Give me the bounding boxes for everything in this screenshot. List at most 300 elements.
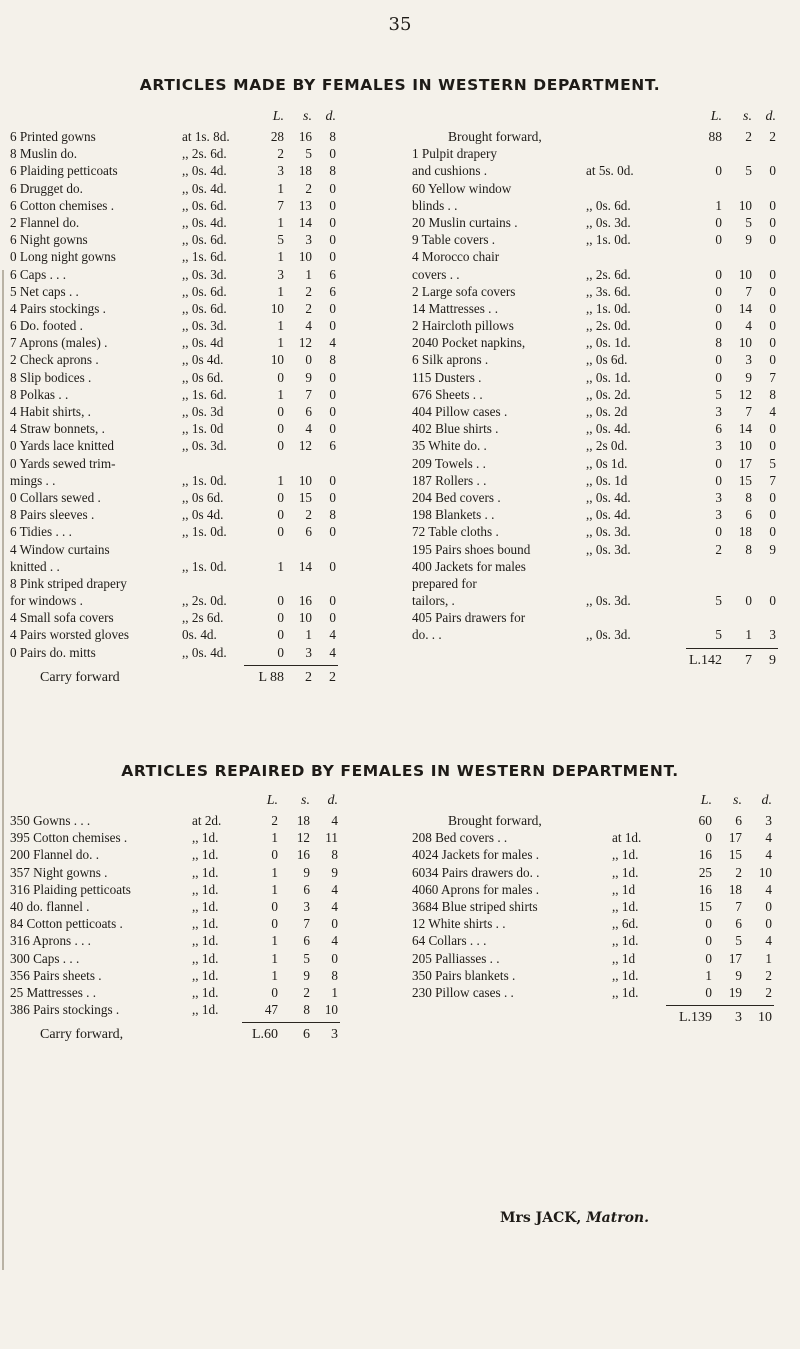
item-name: 316 Plaiding petticoats <box>10 881 131 897</box>
brought-forward-pounds: 88 <box>708 129 722 144</box>
item-name: 350 Pairs blankets . <box>412 967 516 983</box>
item-rate: ,, 1d. <box>612 984 639 1000</box>
item-pence: 9 <box>331 864 338 880</box>
item-name: mings . . <box>10 472 56 488</box>
item-name: 14 Mattresses . . <box>412 300 499 316</box>
item-pounds: 0 <box>715 283 722 299</box>
col-header-shillings: s. <box>733 793 742 808</box>
item-pounds: 1 <box>271 950 278 966</box>
item-name: 4 Straw bonnets, . <box>10 421 105 437</box>
item-pounds: 0 <box>277 438 284 454</box>
table-row <box>412 915 792 932</box>
item-rate: ,, 0s. 3d. <box>586 524 631 540</box>
table-row <box>412 231 792 248</box>
item-rate: ,, 0s. 3d. <box>586 214 631 230</box>
item-rate: ,, 1d. <box>192 916 219 932</box>
item-name: 405 Pairs drawers for <box>412 610 526 626</box>
item-rate: at 1s. 8d. <box>182 129 230 144</box>
table-row <box>412 334 792 351</box>
item-name: prepared for <box>412 575 477 591</box>
item-name: 0 Collars sewed . <box>10 489 101 505</box>
table-row <box>10 266 345 283</box>
item-pence: 4 <box>765 830 772 846</box>
table-row <box>10 950 355 967</box>
table-row <box>10 283 345 300</box>
item-name: 205 Palliasses . . <box>412 950 500 966</box>
item-pounds: 6 <box>715 421 722 437</box>
item-pounds: 0 <box>705 830 712 846</box>
item-rate: ,, 1d. <box>192 881 219 897</box>
item-rate: ,, 0s. 4d. <box>586 489 631 505</box>
col-header-pence: d. <box>761 793 772 808</box>
item-rate: ,, 0s. 1d. <box>586 369 631 385</box>
item-name: 4 Small sofa covers <box>10 610 114 626</box>
item-shillings: 15 <box>738 472 752 488</box>
item-shillings: 7 <box>745 404 752 419</box>
table-row <box>10 420 345 437</box>
item-pounds: 3 <box>715 438 722 454</box>
item-pounds: 15 <box>698 898 712 914</box>
table-row <box>10 489 345 506</box>
item-name: 4 Morocco chair <box>412 249 500 265</box>
table-row <box>412 420 792 437</box>
item-rate: ,, 0s 6d. <box>182 489 224 505</box>
item-pence: 0 <box>769 232 776 248</box>
item-name: 2040 Pocket napkins, <box>412 335 526 351</box>
table-row <box>412 558 792 575</box>
table-row <box>412 472 792 489</box>
item-pence: 0 <box>329 214 336 230</box>
table-row <box>412 437 792 454</box>
item-pounds: 28 <box>270 129 284 144</box>
item-name: 84 Cotton petticoats . <box>10 916 123 932</box>
total-pounds: L 88 <box>258 669 284 685</box>
brought-forward-row <box>412 128 792 145</box>
item-name: 20 Muslin curtains . <box>412 214 518 230</box>
table-row <box>412 248 792 265</box>
table-row <box>10 455 345 472</box>
table-row <box>10 812 355 829</box>
col-header-pounds: L. <box>710 109 722 124</box>
item-rate: ,, 1d. <box>612 864 639 880</box>
item-pounds: 0 <box>715 369 722 385</box>
total-rule <box>666 1005 774 1006</box>
item-shillings: 5 <box>745 163 752 179</box>
item-shillings: 9 <box>305 369 312 385</box>
item-pence: 4 <box>331 898 338 914</box>
table-row <box>412 984 792 1001</box>
item-pounds: 0 <box>277 610 284 626</box>
item-name: 200 Flannel do. . <box>10 847 100 863</box>
item-pence: 0 <box>329 318 336 334</box>
item-name: 356 Pairs sheets . <box>10 967 102 983</box>
col-header-pounds: L. <box>272 109 284 124</box>
item-pence: 0 <box>769 524 776 540</box>
item-pounds: 0 <box>705 950 712 966</box>
item-pounds: 0 <box>277 507 284 523</box>
table-row <box>10 145 345 162</box>
item-name: 6 Night gowns <box>10 232 88 248</box>
item-name: 6 Plaiding petticoats <box>10 163 118 179</box>
item-rate: ,, 0s 4d. <box>182 507 224 523</box>
item-rate: at 5s. 0d. <box>586 163 634 179</box>
item-rate: ,, 1d. <box>612 847 639 863</box>
item-shillings: 9 <box>735 967 742 983</box>
item-name: 357 Night gowns . <box>10 864 108 880</box>
item-rate: ,, 0s. 4d. <box>586 421 631 437</box>
item-shillings: 6 <box>305 404 312 419</box>
item-pence: 0 <box>765 898 772 914</box>
col-header-shillings: s. <box>303 109 312 124</box>
item-name: 230 Pillow cases . . <box>412 984 514 1000</box>
item-pounds: 3 <box>277 266 284 282</box>
item-pounds: 0 <box>277 593 284 609</box>
item-pence: 5 <box>769 455 776 471</box>
item-rate: ,, 1s. 0d. <box>182 558 227 574</box>
item-name: 4 Habit shirts, . <box>10 404 91 419</box>
item-pence: 0 <box>329 146 336 162</box>
item-rate: ,, 1d. <box>612 967 639 983</box>
item-shillings: 6 <box>303 933 310 949</box>
table-row <box>10 180 345 197</box>
table-row <box>412 950 792 967</box>
item-pounds: 0 <box>271 847 278 863</box>
table-row <box>412 386 792 403</box>
item-pence: 8 <box>331 847 338 863</box>
item-pounds: 0 <box>715 214 722 230</box>
item-name: 25 Mattresses . . <box>10 984 97 1000</box>
item-rate: ,, 0s 6d. <box>182 369 224 385</box>
table-row <box>10 197 345 214</box>
item-shillings: 4 <box>305 318 312 334</box>
item-rate: ,, 0s. 3d. <box>182 266 227 282</box>
item-pence: 11 <box>325 830 338 846</box>
item-pence: 4 <box>765 847 772 863</box>
item-shillings: 3 <box>305 232 312 248</box>
item-pounds: 5 <box>277 232 284 248</box>
section2-title: ARTICLES REPAIRED BY FEMALES IN WESTERN DEPARTMENT. <box>121 762 679 780</box>
carry-forward-row <box>10 669 345 689</box>
item-shillings: 17 <box>728 950 742 966</box>
table-row <box>412 455 792 472</box>
column-headers <box>10 792 355 812</box>
item-name: 0 Long night gowns <box>10 249 116 265</box>
item-name: tailors, . <box>412 593 455 609</box>
table-row <box>412 846 792 863</box>
table-row <box>10 915 355 932</box>
item-shillings: 1 <box>305 627 312 643</box>
item-rate: ,, 2s. 6d. <box>182 146 227 162</box>
brought-forward-pounds: 60 <box>698 813 712 828</box>
item-pounds: 0 <box>715 266 722 282</box>
item-name: blinds . . <box>412 197 458 213</box>
item-name: 2 Large sofa covers <box>412 283 516 299</box>
item-shillings: 3 <box>745 352 752 368</box>
item-shillings: 4 <box>305 421 312 437</box>
item-pence: 2 <box>765 984 772 1000</box>
item-pounds: 2 <box>715 541 722 557</box>
item-rate: ,, 0s 1d. <box>586 455 628 471</box>
item-name: 2 Flannel do. <box>10 214 80 230</box>
item-pence: 0 <box>769 421 776 437</box>
item-shillings: 1 <box>305 266 312 282</box>
item-pence: 0 <box>329 300 336 316</box>
table-row <box>10 592 345 609</box>
table-row <box>412 829 792 846</box>
item-name: 40 do. flannel . <box>10 898 90 914</box>
table-row <box>412 592 792 609</box>
item-rate: ,, 1d. <box>192 864 219 880</box>
item-name: 72 Table cloths . <box>412 524 499 540</box>
item-pounds: 0 <box>277 369 284 385</box>
item-shillings: 13 <box>298 197 312 213</box>
item-shillings: 16 <box>298 593 312 609</box>
total-row <box>412 652 792 672</box>
item-name: 12 White shirts . . <box>412 916 506 932</box>
item-pence: 8 <box>769 386 776 402</box>
col-header-shillings: s. <box>301 793 310 808</box>
item-pence: 0 <box>331 916 338 932</box>
item-shillings: 9 <box>303 864 310 880</box>
table-row <box>10 898 355 915</box>
item-pence: 4 <box>329 627 336 643</box>
item-pence: 0 <box>769 593 776 609</box>
table-row <box>412 162 792 179</box>
table-row <box>10 300 345 317</box>
table-row <box>412 864 792 881</box>
item-pence: 0 <box>329 197 336 213</box>
item-rate: ,, 0s 4d. <box>182 352 224 368</box>
item-pence: 0 <box>329 232 336 248</box>
item-pounds: 1 <box>277 472 284 488</box>
table-row <box>412 266 792 283</box>
item-rate: ,, 1d. <box>612 898 639 914</box>
page-number: 35 <box>388 14 412 35</box>
item-pounds: 0 <box>271 916 278 932</box>
item-pence: 10 <box>758 864 772 880</box>
col-header-pounds: L. <box>266 793 278 808</box>
item-name: 4060 Aprons for males . <box>412 881 540 897</box>
item-name: 0 Yards lace knitted <box>10 438 115 454</box>
item-shillings: 7 <box>745 283 752 299</box>
table-row <box>10 506 345 523</box>
total-shillings: 6 <box>303 1027 310 1043</box>
brought-forward-shillings: 6 <box>735 813 742 828</box>
item-pounds: 1 <box>715 197 722 213</box>
item-name: and cushions . <box>412 163 488 179</box>
item-shillings: 8 <box>303 1002 310 1018</box>
item-pounds: 10 <box>270 352 284 368</box>
item-shillings: 12 <box>298 438 312 454</box>
item-shillings: 6 <box>305 524 312 540</box>
item-pounds: 0 <box>277 489 284 505</box>
item-shillings: 14 <box>738 421 752 437</box>
col-header-pence: d. <box>325 109 336 124</box>
item-pounds: 1 <box>271 933 278 949</box>
item-rate: ,, 1d. <box>192 967 219 983</box>
table-row <box>412 575 792 592</box>
table-row <box>10 386 345 403</box>
brought-forward-label: Brought forward, <box>448 813 542 828</box>
item-pence: 0 <box>769 283 776 299</box>
item-pounds: 0 <box>277 421 284 437</box>
signature-name: Mrs JACK, <box>500 1210 582 1226</box>
table-row <box>10 984 355 1001</box>
item-pence: 0 <box>329 610 336 626</box>
item-name: 0 Pairs do. mitts <box>10 644 96 660</box>
item-pence: 7 <box>769 472 776 488</box>
total-pence: 3 <box>331 1027 338 1043</box>
item-pence: 4 <box>331 881 338 897</box>
table-row <box>412 932 792 949</box>
item-pence: 0 <box>769 266 776 282</box>
item-name: 6 Tidies . . . <box>10 524 72 540</box>
item-pounds: 0 <box>715 232 722 248</box>
item-pounds: 3 <box>715 404 722 419</box>
item-name: 676 Sheets . . <box>412 386 483 402</box>
item-shillings: 2 <box>305 507 312 523</box>
item-pence: 8 <box>329 163 336 179</box>
table-row <box>412 403 792 420</box>
table-row <box>412 506 792 523</box>
item-name: 6 Do. footed . <box>10 318 83 334</box>
brought-forward-pence: 3 <box>765 813 772 828</box>
item-shillings: 6 <box>303 881 310 897</box>
item-shillings: 10 <box>298 249 312 265</box>
item-rate: ,, 6d. <box>612 916 639 932</box>
item-name: 187 Rollers . . <box>412 472 487 488</box>
item-name: 6 Cotton chemises . <box>10 197 115 213</box>
item-shillings: 1 <box>745 627 752 643</box>
item-pounds: 2 <box>271 813 278 828</box>
item-pounds: 0 <box>271 984 278 1000</box>
item-pounds: 0 <box>277 404 284 419</box>
col-header-pence: d. <box>765 109 776 124</box>
item-shillings: 2 <box>305 180 312 196</box>
item-rate: ,, 1d. <box>192 984 219 1000</box>
table-row <box>10 829 355 846</box>
item-shillings: 16 <box>298 129 312 144</box>
item-shillings: 9 <box>745 232 752 248</box>
table-row <box>10 369 345 386</box>
item-pence: 8 <box>331 967 338 983</box>
table-row <box>10 881 355 898</box>
item-rate: ,, 0s. 3d. <box>586 593 631 609</box>
item-pounds: 1 <box>277 318 284 334</box>
item-shillings: 3 <box>305 644 312 660</box>
item-rate: ,, 1d. <box>192 1002 219 1018</box>
item-pence: 8 <box>329 129 336 144</box>
item-rate: ,, 0s. 1d. <box>586 335 631 351</box>
item-rate: ,, 1s. 0d. <box>586 232 631 248</box>
item-name: 1 Pulpit drapery <box>412 146 497 162</box>
item-shillings: 18 <box>298 163 312 179</box>
item-shillings: 0 <box>745 593 752 609</box>
item-shillings: 6 <box>745 507 752 523</box>
item-rate: at 1d. <box>612 830 642 846</box>
item-rate: ,, 1s. 0d. <box>182 472 227 488</box>
item-name: 2 Haircloth pillows <box>412 318 514 334</box>
total-rule <box>242 1022 340 1023</box>
table-row <box>412 300 792 317</box>
table-row <box>10 932 355 949</box>
total-shillings: 2 <box>305 669 312 685</box>
carry-forward-label: Carry forward <box>40 669 120 685</box>
item-pounds: 0 <box>705 916 712 932</box>
item-name: do. . . <box>412 627 442 643</box>
item-pence: 8 <box>329 352 336 368</box>
table-row <box>10 644 345 661</box>
item-rate: ,, 1d <box>612 950 636 966</box>
total-pence: 9 <box>769 652 776 668</box>
table-row <box>412 881 792 898</box>
item-pounds: 0 <box>277 627 284 643</box>
item-shillings: 4 <box>745 318 752 334</box>
item-pence: 4 <box>765 881 772 897</box>
item-shillings: 10 <box>738 266 752 282</box>
item-rate: ,, 1d. <box>192 830 219 846</box>
item-shillings: 8 <box>745 541 752 557</box>
item-name: 395 Cotton chemises . <box>10 830 128 846</box>
item-pounds: 1 <box>271 830 278 846</box>
item-rate: ,, 0s. 6d. <box>182 197 227 213</box>
table-row <box>10 351 345 368</box>
item-name: 4 Pairs stockings . <box>10 300 106 316</box>
table-row <box>412 967 792 984</box>
item-shillings: 9 <box>303 967 310 983</box>
item-shillings: 5 <box>305 146 312 162</box>
item-rate: ,, 0s. 3d <box>182 404 224 419</box>
item-name: 195 Pairs shoes bound <box>412 541 531 557</box>
item-shillings: 7 <box>735 898 742 914</box>
col-header-shillings: s. <box>743 109 752 124</box>
item-pounds: 25 <box>698 864 712 880</box>
item-shillings: 3 <box>303 898 310 914</box>
item-pence: 1 <box>331 984 338 1000</box>
item-rate: ,, 0s. 6d. <box>586 197 631 213</box>
item-name: 64 Collars . . . <box>412 933 487 949</box>
item-name: 386 Pairs stockings . <box>10 1002 120 1018</box>
item-pounds: 0 <box>277 644 284 660</box>
item-shillings: 12 <box>296 830 310 846</box>
item-shillings: 14 <box>298 214 312 230</box>
item-pence: 0 <box>329 421 336 437</box>
item-pence: 0 <box>329 558 336 574</box>
item-shillings: 0 <box>305 352 312 368</box>
item-shillings: 2 <box>305 300 312 316</box>
item-pounds: 10 <box>270 300 284 316</box>
table-row <box>10 1001 355 1018</box>
table-row <box>10 248 345 265</box>
item-pence: 6 <box>329 266 336 282</box>
item-name: 7 Aprons (males) . <box>10 335 108 351</box>
item-rate: ,, 0s. 6d. <box>182 300 227 316</box>
item-pence: 0 <box>769 300 776 316</box>
item-name: knitted . . <box>10 558 60 574</box>
item-rate: ,, 0s. 3d. <box>586 541 631 557</box>
section1-title: ARTICLES MADE BY FEMALES IN WESTERN DEPARTMENT. <box>139 76 661 94</box>
table-row <box>412 489 792 506</box>
signature <box>500 1210 649 1226</box>
section1-left-table <box>10 108 345 689</box>
table-row <box>412 351 792 368</box>
item-shillings: 15 <box>728 847 742 863</box>
item-pence: 4 <box>769 404 776 419</box>
item-pounds: 0 <box>705 984 712 1000</box>
item-pounds: 3 <box>715 489 722 505</box>
item-name: 8 Muslin do. <box>10 146 78 162</box>
table-row <box>10 864 355 881</box>
